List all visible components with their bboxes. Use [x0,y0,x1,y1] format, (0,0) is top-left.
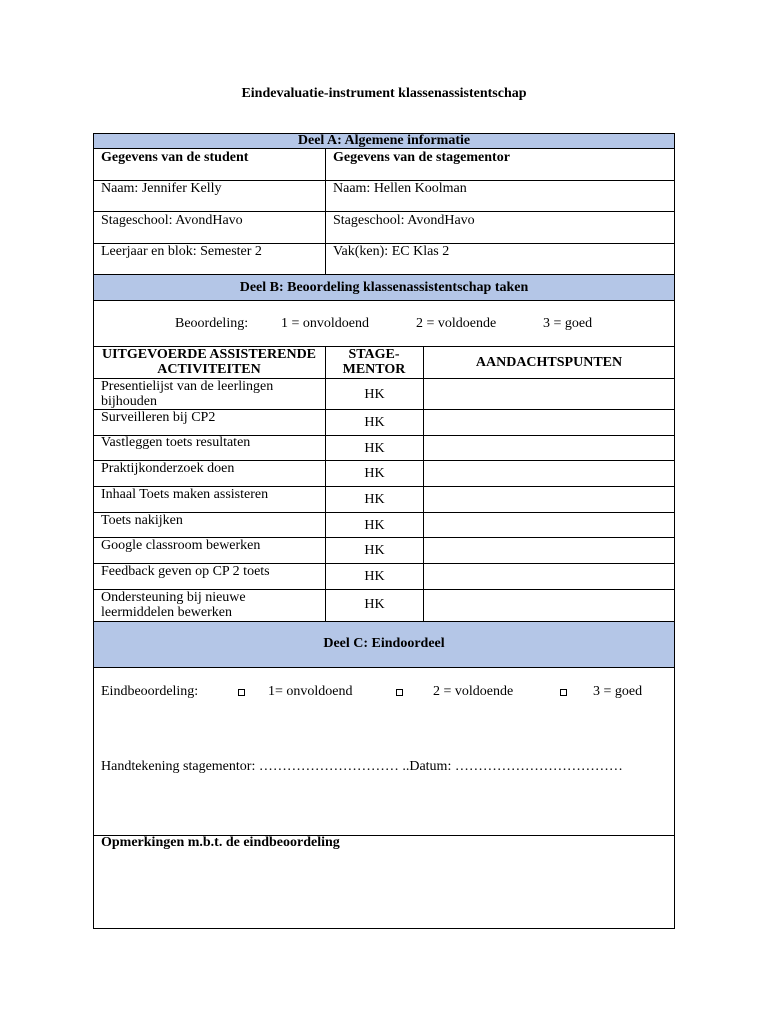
mentor-cell: HK [364,543,385,558]
mentor-cell: HK [364,466,385,481]
mentor-subject: Vak(ken): EC Klas 2 [333,244,450,259]
activity-cell: Surveilleren bij CP2 [101,410,216,425]
mentor-school: Stageschool: AvondHavo [333,213,475,228]
activity-cell: Vastleggen toets resultaten [101,435,251,450]
activity-cell: Praktijkonderzoek doen [101,461,235,476]
deel-a-header: Deel A: Algemene informatie [297,133,471,148]
student-school: Stageschool: AvondHavo [101,213,243,228]
page-title: Eindevaluatie-instrument klassenassistentschap [241,86,527,101]
activity-cell: Feedback geven op CP 2 toets [101,564,270,579]
option-1-checkbox[interactable] [238,689,245,696]
deel-c-header: Deel C: Eindoordeel [323,636,445,651]
activity-cell: Ondersteuning bij nieuwe leermiddelen bewerken [101,590,246,620]
mentor-cell: HK [364,387,385,402]
scale-3: 3 = goed [543,316,593,331]
mentor-cell: HK [364,569,385,584]
col-mentor-header: STAGE-MENTOR [342,347,406,377]
col-notes-header: AANDACHTSPUNTEN [475,355,623,370]
deel-b-header: Deel B: Beoordeling klassenassistentschap taken [239,280,529,295]
activity-cell: Presentielijst van de leerlingen bijhouden [101,379,274,409]
mentor-cell: HK [364,597,385,612]
student-heading: Gegevens van de student [101,150,249,165]
activity-cell: Toets nakijken [101,513,183,528]
scale-1: 1 = onvoldoend [281,316,369,331]
remarks-heading: Opmerkingen m.b.t. de eindbeoordeling [101,835,340,850]
final-label: Eindbeoordeling: [101,684,199,699]
activity-cell: Google classroom bewerken [101,538,261,553]
activity-cell: Inhaal Toets maken assisteren [101,487,269,502]
signature-line: Handtekening stagementor: ………………………… ..Datum: ……………………………… [101,759,623,774]
mentor-cell: HK [364,415,385,430]
remarks-area[interactable] [94,852,674,928]
student-year: Leerjaar en blok: Semester 2 [101,244,262,259]
scale-2: 2 = voldoende [416,316,497,331]
mentor-cell: HK [364,492,385,507]
option-2-checkbox[interactable] [396,689,403,696]
mentor-cell: HK [364,441,385,456]
option-1-label: 1= onvoldoend [268,684,353,699]
col-activities-header: UITGEVOERDE ASSISTERENDE ACTIVITEITEN [101,347,317,377]
scale-label: Beoordeling: [175,316,249,331]
mentor-name: Naam: Hellen Koolman [333,181,467,196]
option-2-label: 2 = voldoende [433,684,514,699]
student-name: Naam: Jennifer Kelly [101,181,222,196]
option-3-checkbox[interactable] [560,689,567,696]
option-3-label: 3 = goed [593,684,643,699]
mentor-heading: Gegevens van de stagementor [333,150,510,165]
mentor-cell: HK [364,518,385,533]
